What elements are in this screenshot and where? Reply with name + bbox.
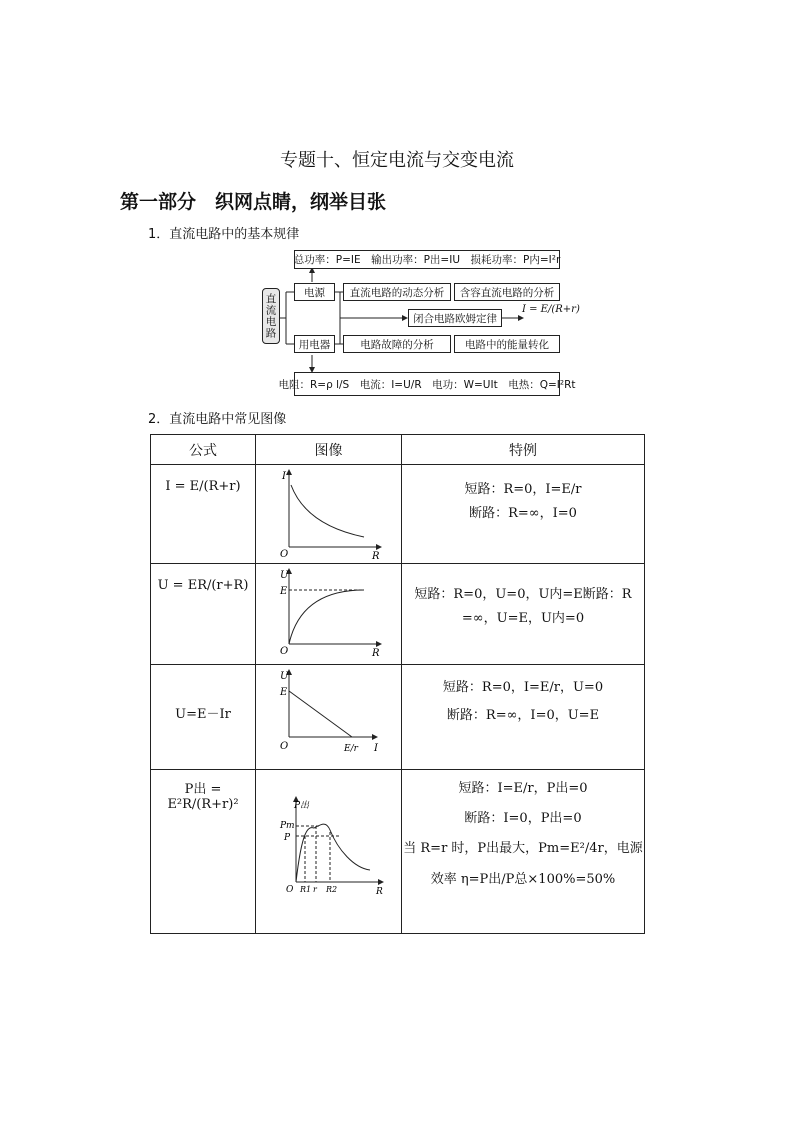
power-formulas-box: 总功率：P=IE 输出功率：P出=IU 损耗功率：P内=I²r <box>294 250 560 269</box>
axis-y-label: I <box>282 471 286 482</box>
axis-y-label: U <box>280 570 289 581</box>
ohm-law-box: 闭合电路欧姆定律 <box>408 309 502 327</box>
formula-text: P出 = E²R/(R+r)² <box>167 782 239 812</box>
power-level-label: P <box>284 833 291 843</box>
special-line: 断路：R=∞，I=0 <box>469 506 577 522</box>
graph-cell-3 <box>256 665 402 770</box>
graph-voltage-vs-resistance <box>256 564 401 660</box>
special-line: 效率 η=P出/P总×100%=50% <box>430 871 616 887</box>
formula-text: I = E/(R+r) <box>165 479 241 494</box>
formula-cell-2 <box>151 564 256 665</box>
axis-y-label: P出 <box>294 801 310 811</box>
r2-label: R2 <box>326 885 338 894</box>
max-power-label: Pm <box>280 821 295 831</box>
internal-resistance-label: r <box>313 885 317 894</box>
origin-label: O <box>280 646 289 657</box>
axis-x-label: R <box>372 648 380 659</box>
graph-cell-1 <box>256 465 402 564</box>
axis-x-label: I <box>374 743 378 754</box>
axis-y-label: U <box>280 671 289 682</box>
axis-x-label: R <box>376 887 383 897</box>
special-cell-3 <box>402 665 645 770</box>
energy-conversion-box: 电路中的能量转化 <box>454 335 560 353</box>
special-line: 断路：R=∞，I=0，U=E <box>446 708 600 724</box>
origin-label: O <box>280 741 289 752</box>
emf-label: E <box>280 687 288 698</box>
header-graph: 图像 <box>256 435 402 465</box>
origin-label: O <box>286 885 294 895</box>
part-heading: 第一部分 织网点睛，纲举目张 <box>120 191 387 213</box>
graph-voltage-vs-current <box>256 665 401 765</box>
graph-table <box>150 434 645 934</box>
special-line: =∞，U=E，U内=0 <box>461 611 585 627</box>
header-formula: 公式 <box>151 435 256 465</box>
graph-output-power-vs-resistance <box>256 770 401 929</box>
special-line: 断路：I=0，P出=0 <box>464 811 582 827</box>
capacitor-analysis-box: 含容直流电路的分析 <box>454 283 560 301</box>
special-line: 短路：R=0，I=E/r，U=0 <box>442 680 604 695</box>
special-line: 短路：R=0，U=0，U内=E断路：R <box>414 587 632 602</box>
special-line: 当 R=r 时，P出最大，Pm=E²/4r，电源 <box>403 841 643 857</box>
graph-cell-4 <box>256 770 402 934</box>
dc-circuit-box: 直流电路 <box>262 288 280 344</box>
power-source-box: 电源 <box>294 283 335 301</box>
ohm-formula: I = E/(R+r) <box>522 304 580 315</box>
circuit-law-diagram <box>0 0 794 420</box>
r1-label: R1 <box>300 885 312 894</box>
section-heading-1: 1．直流电路中的基本规律 <box>148 227 300 242</box>
special-line: 短路：I=E/r，P出=0 <box>458 781 588 796</box>
graph-current-vs-resistance <box>256 465 401 559</box>
emf-label: E <box>280 586 288 597</box>
formula-cell-4 <box>151 770 256 934</box>
formula-text: U = ER/(r+R) <box>157 578 249 593</box>
special-cell-4 <box>402 770 645 934</box>
section-heading-2: 2．直流电路中常见图像 <box>148 412 287 427</box>
formula-cell-1 <box>151 465 256 564</box>
header-special: 特例 <box>402 435 645 465</box>
graph-cell-2 <box>256 564 402 665</box>
resistor-formulas-box: 电阻：R=ρ l/S 电流：I=U/R 电功：W=UIt 电热：Q=I²Rt <box>294 372 560 396</box>
load-box: 用电器 <box>294 335 335 353</box>
dynamic-analysis-box: 直流电路的动态分析 <box>343 283 451 301</box>
origin-label: O <box>280 549 289 559</box>
formula-cell-3 <box>151 665 256 770</box>
formula-text: U=E－Ir <box>175 707 231 722</box>
axis-x-label: R <box>372 551 380 559</box>
special-cell-1 <box>402 465 645 564</box>
special-cell-2 <box>402 564 645 665</box>
page-title: 专题十、恒定电流与交变电流 <box>280 150 514 171</box>
short-current-label: E/r <box>344 744 358 754</box>
fault-analysis-box: 电路故障的分析 <box>343 335 451 353</box>
special-line: 短路：R=0，I=E/r <box>464 482 582 497</box>
